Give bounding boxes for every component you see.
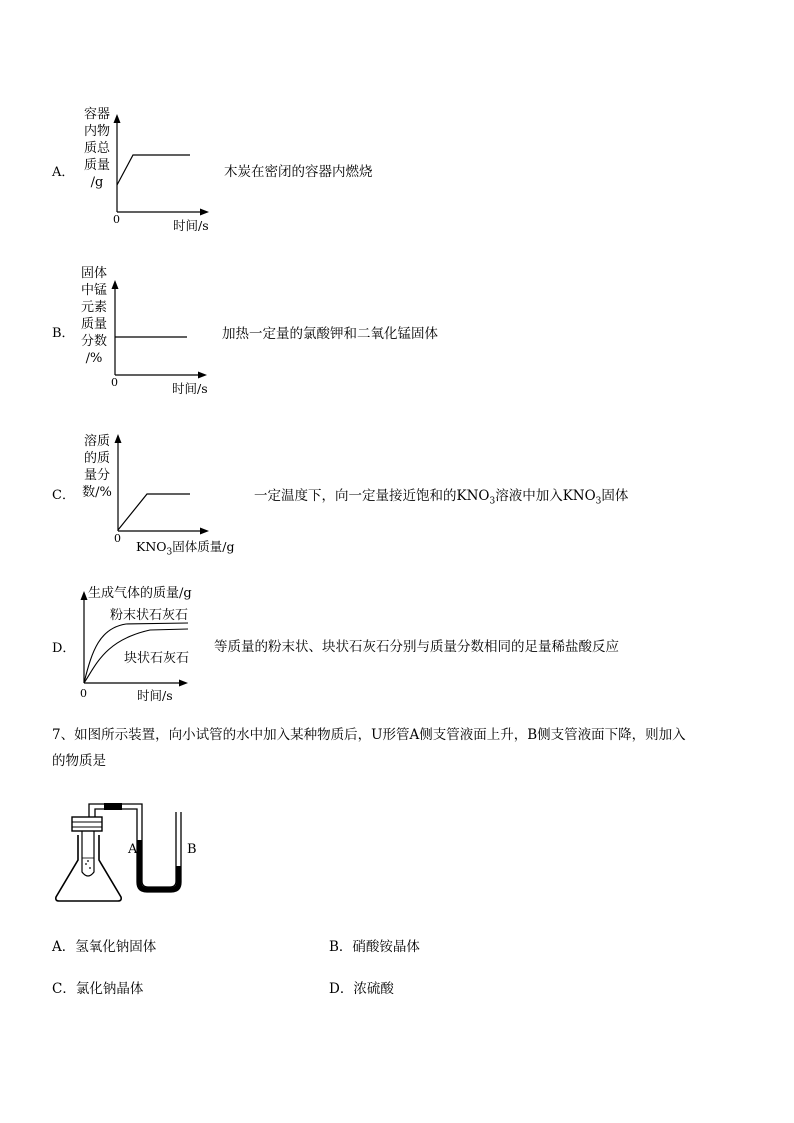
option-a-origin: 0 — [113, 213, 120, 226]
y-label-line: 质量 — [83, 158, 110, 173]
option-b-x-axis-label: 时间/s — [172, 381, 208, 396]
y-label-line: /g — [90, 175, 104, 190]
option-d-letter: D． — [52, 641, 76, 656]
option-a-letter: A． — [52, 165, 75, 180]
question7-line1: 7、如图所示装置，向小试管的水中加入某种物质后，U形管A侧支管液面上升，B侧支管液面下降，则加入 — [52, 727, 686, 743]
option-b-letter: B． — [52, 326, 75, 341]
y-label-line: 中锰 — [80, 283, 107, 298]
option-a-x-axis-label: 时间/s — [173, 218, 209, 233]
option-d-curve1-label: 粉末状石灰石 — [110, 608, 189, 623]
option-b-origin: 0 — [111, 376, 118, 389]
y-label-line: 溶质 — [83, 434, 110, 449]
y-label-line: 质总 — [83, 141, 110, 156]
y-label-line: 固体 — [80, 266, 107, 281]
stopper — [72, 817, 102, 831]
tube-label-a: A — [128, 842, 138, 857]
option-b-description: 加热一定量的氯酸钾和二氧化锰固体 — [222, 326, 438, 342]
option-d-y-axis-label: 生成气体的质量/g — [88, 586, 192, 601]
option-d-description: 等质量的粉末状、块状石灰石分别与质量分数相同的足量稀盐酸反应 — [214, 639, 619, 655]
choice-d: D．浓硫酸 — [329, 981, 394, 997]
y-label-line: 分数 — [80, 334, 107, 349]
y-label-line: 内物 — [83, 124, 110, 139]
y-label-line: /% — [85, 351, 103, 366]
option-c-letter: C． — [52, 488, 75, 503]
y-label-line: 的质 — [83, 451, 110, 466]
choice-a: A．氢氧化钠固体 — [52, 939, 157, 955]
rubber-connector — [104, 803, 122, 810]
option-c-origin: 0 — [114, 532, 121, 545]
u-tube — [137, 812, 181, 892]
x-label-sub: 3 — [166, 547, 173, 558]
x-label-rest: 固体质量/g — [172, 539, 235, 554]
option-d-x-axis-label: 时间/s — [137, 688, 173, 703]
desc-sub1: 3 — [489, 496, 496, 507]
y-label-line: 质量 — [80, 317, 107, 332]
y-label-line: 数/% — [82, 485, 112, 500]
y-label-line: 容器 — [83, 107, 110, 122]
choice-c: C．氯化钠晶体 — [52, 981, 144, 997]
y-label-line: 元素 — [80, 300, 107, 315]
desc-mid: 溶液中加入KNO — [495, 488, 596, 504]
option-d-curve2-label: 块状石灰石 — [124, 651, 190, 666]
x-label-kno: KNO — [136, 539, 167, 554]
desc-sub2: 3 — [595, 496, 602, 507]
desc-pre: 一定温度下，向一定量接近饱和的KNO — [254, 488, 490, 504]
y-label-line: 量分 — [83, 468, 110, 483]
desc-post: 固体 — [601, 488, 629, 504]
delivery-tube — [89, 804, 104, 817]
conical-flask — [56, 835, 121, 901]
question7-line2: 的物质是 — [52, 753, 106, 769]
u-tube-liquid — [140, 840, 179, 890]
small-test-tube — [82, 831, 94, 876]
tube-label-b: B — [187, 842, 197, 857]
option-d-origin: 0 — [80, 687, 87, 700]
choice-b: B．硝酸铵晶体 — [329, 939, 420, 955]
option-a-description: 木炭在密闭的容器内燃烧 — [224, 164, 373, 180]
